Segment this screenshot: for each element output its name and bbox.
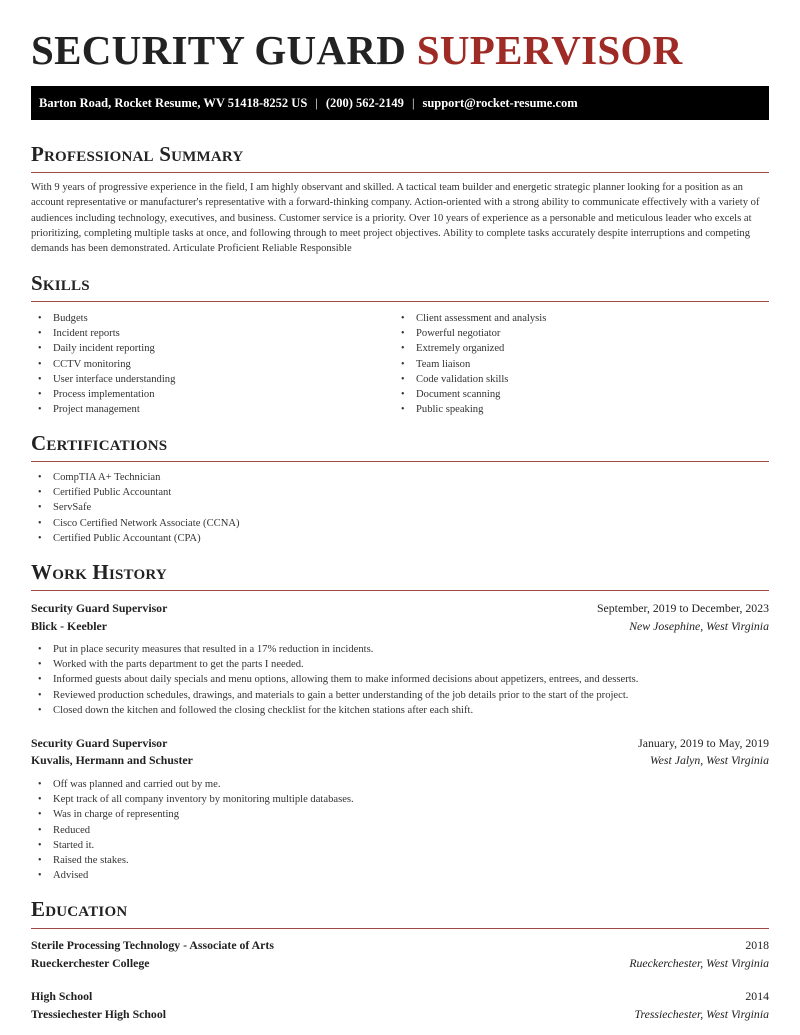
contact-separator: |: [411, 96, 415, 110]
job-company: Blick - Keebler: [31, 619, 108, 633]
education-school-row: [31, 1005, 769, 1023]
job-dates: September, 2019 to December, 2023: [596, 601, 769, 615]
section-divider: [31, 172, 769, 173]
skill-item: • Incident reports: [31, 326, 175, 341]
contact-email[interactable]: support@rocket-resume.com: [422, 96, 578, 110]
job-company-row: [31, 617, 769, 635]
job-location: West Jalyn, West Virginia: [649, 753, 769, 767]
job-bullet: • Put in place security measures that resulted in a 17% reduction in incidents.: [31, 642, 638, 657]
job-bullet: • Raised the stakes.: [31, 853, 354, 868]
education-header-row: [31, 936, 769, 954]
skill-item: • Extremely organized: [394, 341, 546, 356]
title-accent: SUPERVISOR: [416, 27, 683, 73]
section-title-education: Education: [31, 897, 128, 921]
skill-item: • Project management: [31, 402, 175, 417]
job-bullets: [31, 777, 354, 883]
education-degree: Sterile Processing Technology - Associate of Arts: [31, 938, 274, 952]
job-bullet: • Informed guests about daily specials and menu options, allowing them to make informed decisions about appetizers, entrees, and desserts.: [31, 672, 638, 687]
education-degree: High School: [31, 989, 93, 1003]
contact-phone[interactable]: (200) 562-2149: [325, 96, 404, 110]
certifications-list: [31, 470, 240, 546]
skill-item: • Process implementation: [31, 387, 175, 402]
title-primary: SECURITY GUARD: [31, 27, 407, 73]
education-location: Tressiechester, West Virginia: [634, 1007, 769, 1021]
job-bullet: • Worked with the parts department to get the parts I needed.: [31, 657, 638, 672]
certification-item: • Certified Public Accountant: [31, 485, 240, 500]
job-bullet: • Kept track of all company inventory by monitoring multiple databases.: [31, 792, 354, 807]
job-role: Security Guard Supervisor: [31, 601, 168, 615]
skill-item: • Document scanning: [394, 387, 546, 402]
section-divider: [31, 461, 769, 462]
skill-item: • CCTV monitoring: [31, 357, 175, 372]
job-bullet: • Closed down the kitchen and followed the closing checklist for the kitchen stations after each shift.: [31, 703, 638, 718]
job-company: Kuvalis, Hermann and Schuster: [31, 753, 193, 767]
job-bullet: • Off was planned and carried out by me.: [31, 777, 354, 792]
certification-item: • Certified Public Accountant (CPA): [31, 531, 240, 546]
section-title-certifications: Certifications: [31, 431, 168, 455]
job-company-row: [31, 751, 769, 769]
skill-item: • User interface understanding: [31, 372, 175, 387]
section-title-work-history: Work History: [31, 560, 167, 584]
job-role: Security Guard Supervisor: [31, 736, 168, 750]
resume-title: [31, 26, 683, 74]
job-bullet: • Advised: [31, 868, 354, 883]
education-year: 2014: [745, 989, 769, 1003]
education-school: Tressiechester High School: [31, 1007, 167, 1021]
skills-list-right: [394, 311, 546, 417]
section-divider: [31, 928, 769, 929]
job-bullets: [31, 642, 638, 718]
education-year: 2018: [745, 938, 769, 952]
education-school: Rueckerchester College: [31, 956, 150, 970]
education-location: Rueckerchester, West Virginia: [629, 956, 769, 970]
skill-item: • Code validation skills: [394, 372, 546, 387]
certification-item: • CompTIA A+ Technician: [31, 470, 240, 485]
job-header-row: [31, 734, 769, 752]
certification-item: • ServSafe: [31, 500, 240, 515]
section-divider: [31, 301, 769, 302]
skill-item: • Public speaking: [394, 402, 546, 417]
skill-item: • Powerful negotiator: [394, 326, 546, 341]
skill-item: • Team liaison: [394, 357, 546, 372]
job-bullet: • Was in charge of representing: [31, 807, 354, 822]
contact-address: Barton Road, Rocket Resume, WV 51418-8252 US: [39, 96, 308, 110]
education-school-row: [31, 954, 769, 972]
section-title-summary: Professional Summary: [31, 142, 244, 166]
skill-item: • Daily incident reporting: [31, 341, 175, 356]
job-dates: January, 2019 to May, 2019: [638, 736, 769, 750]
section-title-skills: Skills: [31, 271, 90, 295]
contact-bar: [31, 86, 769, 120]
skill-item: • Client assessment and analysis: [394, 311, 546, 326]
contact-separator: |: [315, 96, 318, 110]
job-header-row: [31, 599, 769, 617]
certification-item: • Cisco Certified Network Associate (CCNA): [31, 516, 240, 531]
section-divider: [31, 590, 769, 591]
summary-text: With 9 years of progressive experience in the field, I am highly observant and skilled. A tactical team builder and energetic strategic planner looking for a position as an account representative or manufacturer's representative with a forward-thinking company. Action-oriented with a strong ability to communicate effectively with a variety of audiences including technology, executives, and business. Customer service is a priority. Over 10 years of experience as a personable and meticulous leader who excels at prioritizing, completing multiple tasks at once, and following through to meet project objectives. Ability to complete tasks accurately despite interruptions and competing demands has been demonstrated. Articulate Proficient Reliable Responsible: [31, 182, 760, 255]
education-header-row: [31, 987, 769, 1005]
job-bullet: • Reduced: [31, 823, 354, 838]
job-bullet: • Reviewed production schedules, drawings, and materials to gain a better understanding of the job details prior to the start of the project.: [31, 688, 638, 703]
job-location: New Josephine, West Virginia: [629, 619, 769, 633]
job-bullet: • Started it.: [31, 838, 354, 853]
skills-list-left: [31, 311, 175, 417]
skill-item: • Budgets: [31, 311, 175, 326]
